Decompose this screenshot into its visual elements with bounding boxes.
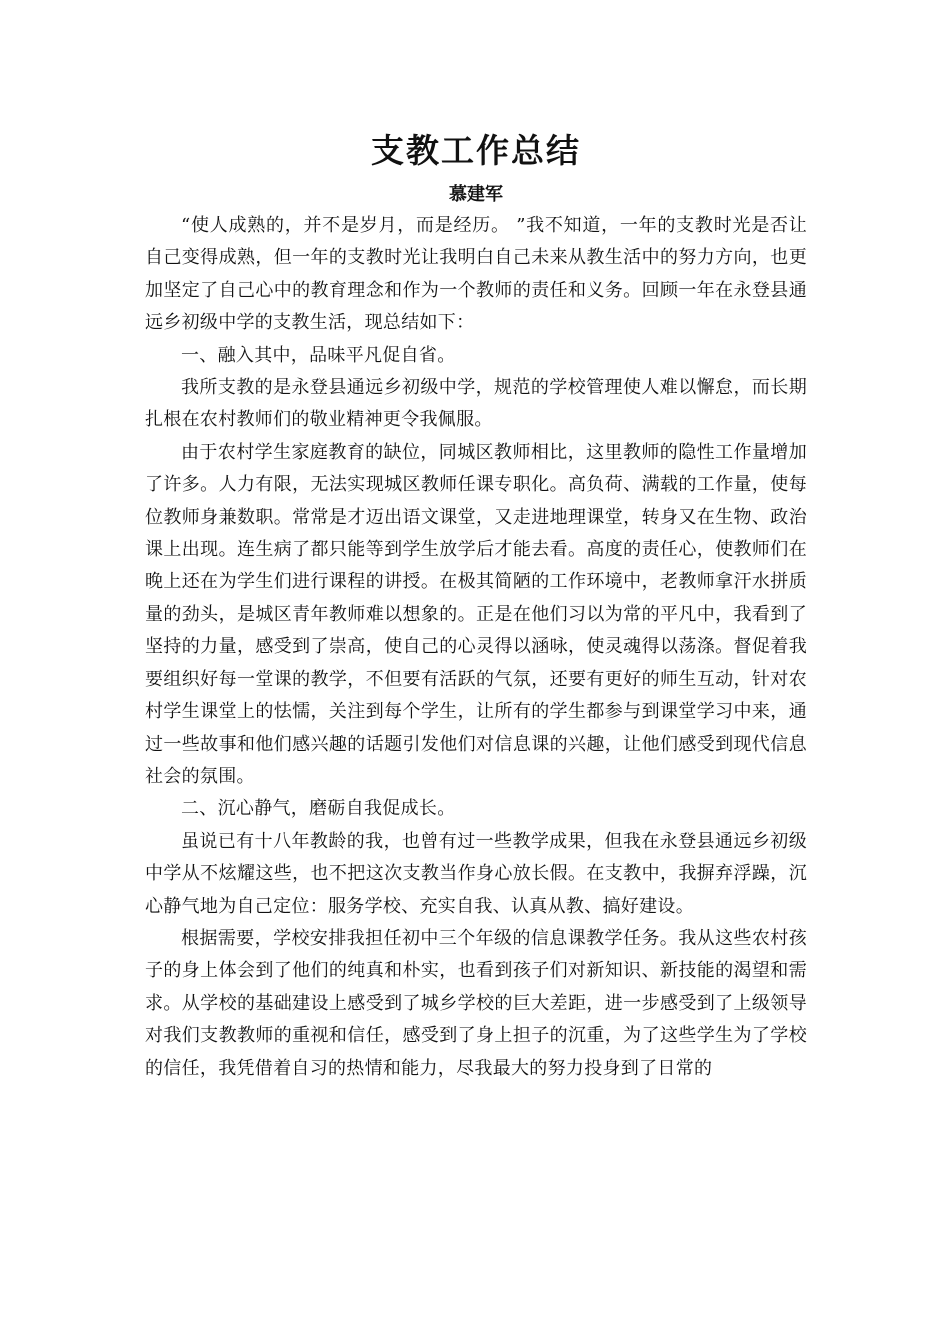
paragraph-intro: “使人成熟的，并不是岁月，而是经历。 ”我不知道，一年的支教时光是否让自己变得成熟，但一年的支教时光让我明白自己未来从教生活中的努力方向，也更加坚定了自己心中的教育理念和作为一个教师的责任和义务。回顾一年在永登县通远乡初级中学的支教生活，现总结如下： bbox=[145, 215, 807, 334]
paragraph: 由于农村学生家庭教育的缺位，同城区教师相比，这里教师的隐性工作量增加了许多。人力有限，无法实现城区教师任课专职化。高负荷、满载的工作量，使每位教师身兼数职。常常是才迈出语文课堂，又走进地理课堂，转身又在生物、政治课上出现。连生病了都只能等到学生放学后才能去看。高度的责任心，使教师们在晚上还在为学生们进行课程的讲授。在极其简陋的工作环境中，老教师拿汗水拼质量的劲头，是城区青年教师难以想象的。正是在他们习以为常的平凡中，我看到了坚持的力量，感受到了崇高，使自己的心灵得以涵咏，使灵魂得以荡涤。督促着我要组织好每一堂课的教学，不但要有活跃的气氛，还要有更好的师生互动，针对农村学生课堂上的怯懦，关注到每个学生，让所有的学生都参与到课堂学习中来，通过一些故事和他们感兴趣的话题引发他们对信息课的兴趣，让他们感受到现代信息社会的氛围。 bbox=[145, 441, 807, 787]
section-heading-2: 二、沉心静气，磨砺自我促成长。 bbox=[181, 798, 456, 820]
document-page bbox=[145, 128, 807, 1085]
document-title: 支教工作总结 bbox=[371, 131, 581, 170]
section-heading-1: 一、融入其中，品味平凡促自省。 bbox=[181, 344, 456, 366]
paragraph: 我所支教的是永登县通远乡初级中学，规范的学校管理使人难以懈怠，而长期扎根在农村教师们的敬业精神更令我佩服。 bbox=[145, 377, 807, 431]
paragraph: 虽说已有十八年教龄的我，也曾有过一些教学成果，但我在永登县通远乡初级中学从不炫耀这些，也不把这次支教当作身心放长假。在支教中，我摒弃浮躁，沉心静气地为自己定位：服务学校、充实自我、认真从教、搞好建设。 bbox=[145, 830, 807, 917]
document-author: 慕建军 bbox=[449, 184, 503, 205]
paragraph: 根据需要，学校安排我担任初中三个年级的信息课教学任务。我从这些农村孩子的身上体会到了他们的纯真和朴实，也看到孩子们对新知识、新技能的渴望和需求。从学校的基础建设上感受到了城乡学校的巨大差距，进一步感受到了上级领导对我们支教教师的重视和信任，感受到了身上担子的沉重，为了这些学生为了学校的信任，我凭借着自习的热情和能力，尽我最大的努力投身到了日常的 bbox=[145, 927, 807, 1079]
